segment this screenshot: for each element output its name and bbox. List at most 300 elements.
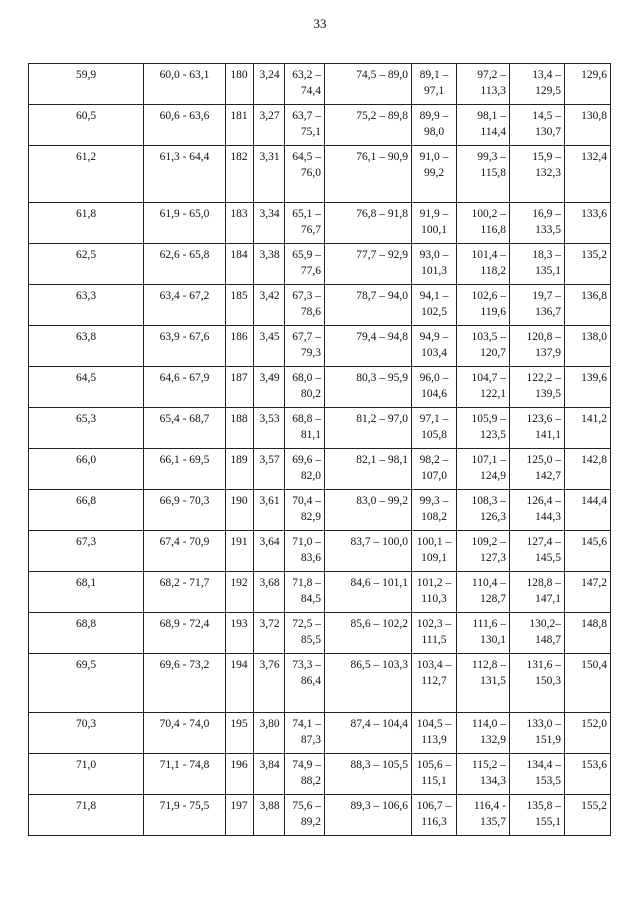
table-cell [144,613,226,654]
table-cell [510,367,565,408]
cell-text: 19,7 – 136,7 [532,290,561,318]
table-cell [457,285,510,326]
cell-text: 132,4 [581,151,607,163]
table-cell [412,105,457,146]
cell-text: 123,6 – 141,1 [526,413,561,441]
table-row [29,203,611,244]
table-cell [510,105,565,146]
table-cell [325,795,412,836]
table-row [29,613,611,654]
cell-text: 139,6 [581,372,607,384]
table-cell [29,64,144,105]
cell-text: 65,1 – 76,7 [292,208,321,236]
cell-text: 103,4 – 112,7 [416,659,452,687]
table-cell [254,326,285,367]
cell-text: 99,3 – 108,2 [419,495,449,523]
table-cell [325,105,412,146]
table-cell [412,367,457,408]
table-cell [510,754,565,795]
table-cell [29,795,144,836]
table-cell [254,531,285,572]
cell-text: 91,0 – 99,2 [419,151,449,179]
cell-text: 145,6 [581,536,607,548]
cell-text: 65,3 [75,413,97,425]
cell-text: 74,9 – 88,2 [292,759,321,787]
cell-text: 110,4 – 128,7 [471,577,506,605]
table-cell [144,367,226,408]
cell-text: 67,3 – 78,6 [292,290,321,318]
cell-text: 182 [230,151,248,163]
cell-text: 138,0 [581,331,607,343]
table-cell [565,203,611,244]
cell-text: 76,8 – 91,8 [356,208,408,220]
cell-text: 197 [230,800,248,812]
cell-text: 131,6 – 150,3 [526,659,561,687]
cell-text: 191 [230,536,248,548]
table-cell [29,146,144,203]
cell-text: 3,68 [259,577,280,589]
table-cell [325,244,412,285]
table-cell [285,449,325,490]
table-cell [285,64,325,105]
cell-text: 73,3 – 86,4 [292,659,321,687]
cell-text: 107,1 – 124,9 [471,454,506,482]
table-cell [29,490,144,531]
cell-text: 89,3 – 106,6 [350,800,408,812]
table-row [29,244,611,285]
cell-text: 189 [230,454,248,466]
table-row [29,531,611,572]
cell-text: 188 [230,413,248,425]
cell-text: 69,6 – 82,0 [292,454,321,482]
cell-text: 180 [230,69,248,81]
table-cell [226,408,254,449]
table-cell [226,146,254,203]
table-cell [412,326,457,367]
cell-text: 152,0 [581,718,607,730]
table-cell [565,105,611,146]
cell-text: 91,9 – 100,1 [419,208,449,236]
table-cell [565,449,611,490]
cell-text: 133,6 [581,208,607,220]
cell-text: 66,8 [75,495,97,507]
cell-text: 97,2 – 113,3 [477,69,506,97]
cell-text: 3,24 [259,69,280,81]
cell-text: 78,7 – 94,0 [356,290,408,302]
table-cell [457,449,510,490]
table-cell [510,795,565,836]
table-cell [144,326,226,367]
table-cell [144,449,226,490]
table-cell [144,754,226,795]
cell-text: 63,8 [75,331,97,343]
table-cell [254,795,285,836]
table-cell [457,613,510,654]
cell-text: 61,2 [75,151,97,163]
cell-text: 183 [230,208,248,220]
table-cell [144,795,226,836]
cell-text: 13,4 – 129,5 [532,69,561,97]
table-cell [457,531,510,572]
table-cell [325,64,412,105]
table-cell [565,531,611,572]
cell-text: 62,5 [75,249,97,261]
cell-text: 64,6 - 67,9 [159,372,210,384]
table-cell [226,490,254,531]
table-cell [29,654,144,713]
cell-text: 195 [230,718,248,730]
cell-text: 125,0 – 142,7 [526,454,561,482]
cell-text: 66,0 [75,454,97,466]
table-cell [565,285,611,326]
cell-text: 89,1 – 97,1 [419,69,449,97]
cell-text: 60,5 [75,110,97,122]
cell-text: 112,8 – 131,5 [471,659,506,687]
table-cell [226,531,254,572]
table-cell [457,713,510,754]
table-cell [457,105,510,146]
table-row [29,64,611,105]
cell-text: 105,9 – 123,5 [471,413,506,441]
cell-text: 68,8 – 81,1 [292,413,321,441]
cell-text: 3,34 [259,208,280,220]
table-cell [285,490,325,531]
cell-text: 88,3 – 105,5 [350,759,408,771]
table-cell [29,754,144,795]
table-row [29,754,611,795]
table-cell [565,795,611,836]
table-cell [510,654,565,713]
table-cell [29,613,144,654]
table-row [29,449,611,490]
table-cell [226,326,254,367]
cell-text: 108,3 – 126,3 [471,495,506,523]
cell-text: 102,3 – 111,5 [416,618,452,646]
table-cell [226,105,254,146]
table-cell [510,285,565,326]
table-cell [565,754,611,795]
table-cell [325,490,412,531]
table-cell [457,146,510,203]
table-cell [254,105,285,146]
table-cell [29,449,144,490]
cell-text: 69,6 - 73,2 [159,659,210,671]
cell-text: 60,0 - 63,1 [159,69,210,81]
cell-text: 141,2 [581,413,607,425]
table-cell [144,531,226,572]
table-cell [325,713,412,754]
table-cell [29,713,144,754]
table-cell [254,572,285,613]
cell-text: 98,2 – 107,0 [419,454,449,482]
cell-text: 62,6 - 65,8 [159,249,210,261]
table-cell [29,531,144,572]
cell-text: 65,9 – 77,6 [292,249,321,277]
cell-text: 148,8 [581,618,607,630]
table-cell [565,408,611,449]
cell-text: 66,1 - 69,5 [159,454,210,466]
cell-text: 70,4 - 74,0 [159,718,210,730]
table-cell [285,105,325,146]
table-cell [226,285,254,326]
table-cell [254,754,285,795]
cell-text: 3,45 [259,331,280,343]
cell-text: 129,6 [581,69,607,81]
cell-text: 63,4 - 67,2 [159,290,210,302]
table-cell [144,490,226,531]
table-cell [565,572,611,613]
table-cell [29,572,144,613]
cell-text: 187 [230,372,248,384]
cell-text: 181 [230,110,248,122]
cell-text: 93,0 – 101,3 [419,249,449,277]
cell-text: 136,8 [581,290,607,302]
table-cell [325,367,412,408]
cell-text: 64,5 [75,372,97,384]
table-cell [29,244,144,285]
table-cell [325,654,412,713]
table-cell [565,490,611,531]
cell-text: 86,5 – 103,3 [350,659,408,671]
table-cell [325,408,412,449]
cell-text: 71,8 [75,800,97,812]
cell-text: 116,4 - 135,7 [473,800,506,828]
cell-text: 68,1 [75,577,97,589]
cell-text: 114,0 – 132,9 [471,718,506,746]
table-cell [254,490,285,531]
table-cell [285,572,325,613]
table-cell [412,285,457,326]
cell-text: 85,6 – 102,2 [350,618,408,630]
table-cell [226,367,254,408]
cell-text: 192 [230,577,248,589]
cell-text: 74,5 – 89,0 [356,69,408,81]
table-cell [285,713,325,754]
table-row [29,408,611,449]
cell-text: 67,3 [75,536,97,548]
table-cell [510,449,565,490]
table-cell [144,203,226,244]
cell-text: 103,5 – 120,7 [471,331,506,359]
cell-text: 101,2 – 110,3 [416,577,452,605]
cell-text: 76,1 – 90,9 [356,151,408,163]
table-cell [325,285,412,326]
table-cell [285,754,325,795]
table-cell [510,713,565,754]
cell-text: 71,1 - 74,8 [159,759,210,771]
table-cell [457,326,510,367]
cell-text: 133,0 – 151,9 [526,718,561,746]
table-cell [412,531,457,572]
table-cell [144,64,226,105]
cell-text: 69,5 [75,659,97,671]
table-cell [412,64,457,105]
cell-text: 130,2– 148,7 [529,618,561,646]
table-cell [565,654,611,713]
cell-text: 100,2 – 116,8 [471,208,506,236]
table-cell [510,490,565,531]
table-cell [565,367,611,408]
table-cell [144,105,226,146]
cell-text: 75,2 – 89,8 [356,110,408,122]
cell-text: 65,4 - 68,7 [159,413,210,425]
table-cell [254,146,285,203]
table-row [29,146,611,203]
cell-text: 100,1 – 109,1 [416,536,452,564]
table-cell [285,326,325,367]
table-cell [457,654,510,713]
cell-text: 3,88 [259,800,280,812]
cell-text: 3,49 [259,372,280,384]
cell-text: 98,1 – 114,4 [477,110,506,138]
table-cell [144,146,226,203]
table-row [29,285,611,326]
cell-text: 79,4 – 94,8 [356,331,408,343]
cell-text: 68,9 - 72,4 [159,618,210,630]
table-cell [226,64,254,105]
table-cell [226,572,254,613]
table-cell [412,490,457,531]
table-cell [457,408,510,449]
table-row [29,326,611,367]
cell-text: 3,64 [259,536,280,548]
cell-text: 122,2 – 139,5 [526,372,561,400]
table-cell [226,713,254,754]
cell-text: 82,1 – 98,1 [356,454,408,466]
table-cell [325,572,412,613]
cell-text: 155,2 [581,800,607,812]
table-cell [285,408,325,449]
cell-text: 67,7 – 79,3 [292,331,321,359]
table-cell [510,64,565,105]
cell-text: 120,8 – 137,9 [526,331,561,359]
table-row [29,367,611,408]
table-cell [325,531,412,572]
table-row [29,713,611,754]
table-cell [565,713,611,754]
table-cell [457,795,510,836]
cell-text: 3,42 [259,290,280,302]
cell-text: 109,2 – 127,3 [471,536,506,564]
cell-text: 102,6 – 119,6 [471,290,506,318]
table-cell [457,244,510,285]
cell-text: 16,9 – 133,5 [532,208,561,236]
table-cell [510,244,565,285]
cell-text: 66,9 - 70,3 [159,495,210,507]
table-cell [29,408,144,449]
table-row [29,572,611,613]
cell-text: 71,8 – 84,5 [292,577,321,605]
cell-text: 74,1 – 87,3 [292,718,321,746]
table-cell [144,654,226,713]
table-cell [510,146,565,203]
cell-text: 60,6 - 63,6 [159,110,210,122]
cell-text: 126,4 – 144,3 [526,495,561,523]
table-row [29,490,611,531]
table-cell [457,203,510,244]
table-cell [325,326,412,367]
cell-text: 147,2 [581,577,607,589]
cell-text: 194 [230,659,248,671]
table-cell [325,613,412,654]
table-row [29,105,611,146]
cell-text: 63,2 – 74,4 [292,69,321,97]
table-cell [412,572,457,613]
table-cell [254,654,285,713]
cell-text: 144,4 [581,495,607,507]
cell-text: 68,0 – 80,2 [292,372,321,400]
cell-text: 75,6 – 89,2 [292,800,321,828]
table-cell [325,146,412,203]
cell-text: 71,0 [75,759,97,771]
table-cell [226,754,254,795]
data-table [28,63,611,836]
table-cell [226,203,254,244]
table-cell [144,285,226,326]
cell-text: 3,76 [259,659,280,671]
table-cell [144,713,226,754]
cell-text: 184 [230,249,248,261]
table-cell [457,367,510,408]
table-row [29,795,611,836]
table-cell [285,654,325,713]
table-cell [565,613,611,654]
cell-text: 190 [230,495,248,507]
table-cell [412,244,457,285]
table-cell [285,285,325,326]
table-cell [144,408,226,449]
table-cell [254,408,285,449]
cell-text: 63,3 [75,290,97,302]
table-cell [412,203,457,244]
cell-text: 186 [230,331,248,343]
table-row [29,654,611,713]
table-body [29,64,611,836]
cell-text: 83,0 – 99,2 [356,495,408,507]
table-cell [457,572,510,613]
cell-text: 77,7 – 92,9 [356,249,408,261]
cell-text: 68,2 - 71,7 [159,577,210,589]
cell-text: 127,4 – 145,5 [526,536,561,564]
cell-text: 105,6 – 115,1 [416,759,452,787]
cell-text: 63,9 - 67,6 [159,331,210,343]
table-cell [29,105,144,146]
cell-text: 185 [230,290,248,302]
cell-text: 94,1 – 102,5 [419,290,449,318]
cell-text: 3,61 [259,495,280,507]
table-cell [226,244,254,285]
table-cell [325,754,412,795]
cell-text: 150,4 [581,659,607,671]
cell-text: 135,2 [581,249,607,261]
cell-text: 15,9 – 132,3 [532,151,561,179]
table-cell [254,713,285,754]
table-cell [226,613,254,654]
table-cell [325,203,412,244]
cell-text: 71,9 - 75,5 [159,800,210,812]
cell-text: 59,9 [75,69,97,81]
cell-text: 111,6 – 130,1 [472,618,506,646]
cell-text: 3,31 [259,151,280,163]
cell-text: 70,3 [75,718,97,730]
table-cell [285,146,325,203]
cell-text: 130,8 [581,110,607,122]
table-cell [412,408,457,449]
table-cell [412,146,457,203]
cell-text: 94,9 – 103,4 [419,331,449,359]
cell-text: 14,5 – 130,7 [532,110,561,138]
table-cell [285,203,325,244]
